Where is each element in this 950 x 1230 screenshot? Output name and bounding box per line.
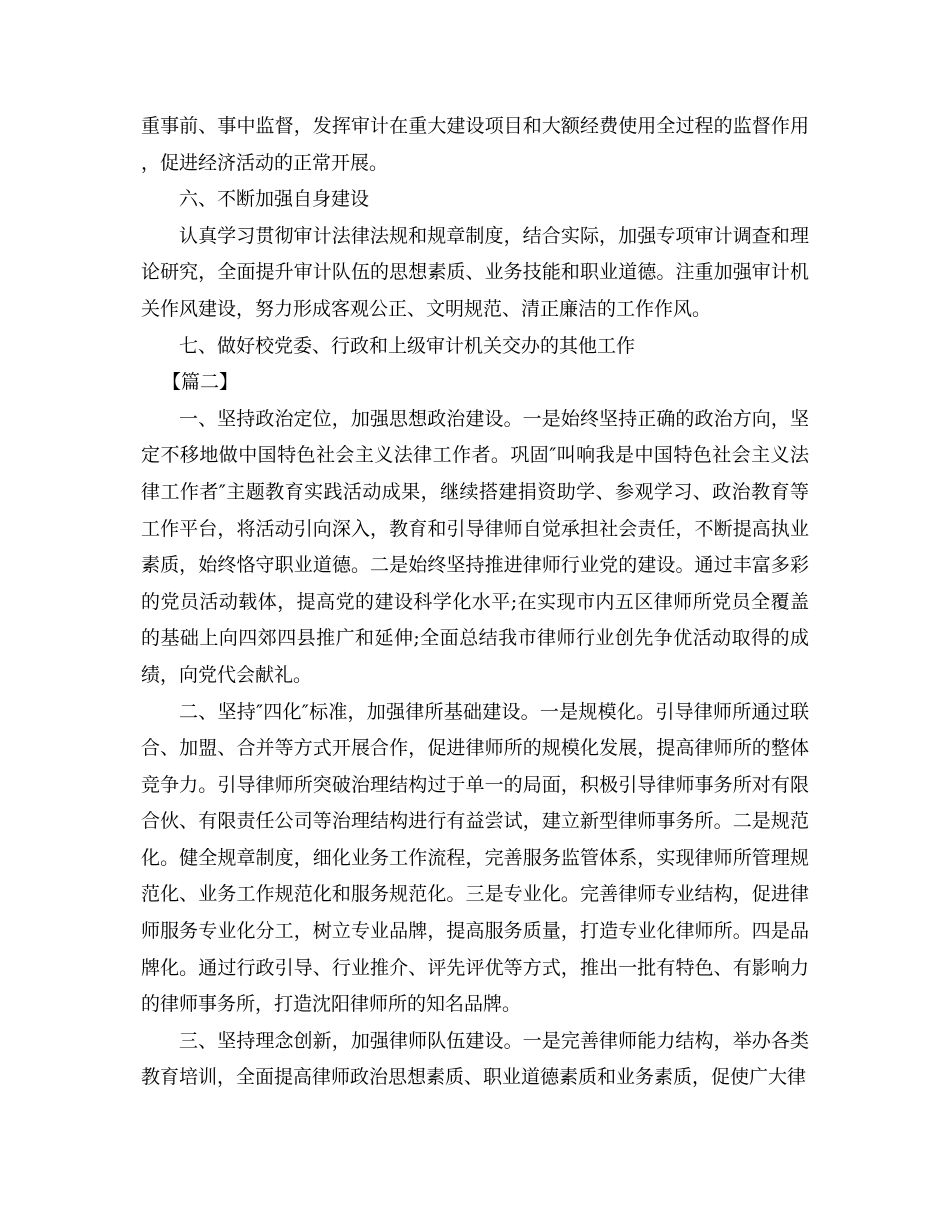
section-heading-six: 六、不断加强自身建设	[179, 188, 370, 211]
paragraph: 一、坚持政治定位，加强思想政治建设。一是始终坚持正确的政治方向，坚定不移地做中国特色社会主义法律工作者。巩固″叫响我是中国特色社会主义法律工作者″主题教育实践活动成果，继续搭建捐资助学、参观学习、政治教育等工作平台，将活动引向深入，教育和引导律师自觉承担社会责任，不断提高执业素质，始终恪守职业道德。二是始终坚持推进律师行业党的建设。通过丰富多彩的党员活动载体，提高党的建设科学化水平;在实现市内五区律师所党员全覆盖的基础上向四郊四县推广和延伸;全面总结我市律师行业创先争优活动取得的成绩，向党代会献礼。	[141, 407, 809, 686]
section-heading-seven: 七、做好校党委、行政和上级审计机关交办的其他工作	[179, 334, 636, 357]
paragraph: 二、坚持″四化″标准，加强律所基础建设。一是规模化。引导律师所通过联合、加盟、合并等方式开展合作，促进律师所的规模化发展，提高律师所的整体竞争力。引导律师所突破治理结构过于单一的局面，积极引导律师事务所对有限合伙、有限责任公司等治理结构进行有益尝试，建立新型律师事务所。二是规范化。健全规章制度，细化业务工作流程，完善服务监管体系，实现律师所管理规范化、业务工作规范化和服务规范化。三是专业化。完善律师专业结构，促进律师服务专业化分工，树立专业品牌，提高服务质量，打造专业化律师所。四是品牌化。通过行政引导、行业推介、评先评优等方式，推出一批有特色、有影响力的律师事务所，打造沈阳律师所的知名品牌。	[141, 700, 809, 1016]
paragraph-continuation: 重事前、事中监督，发挥审计在重大建设项目和大额经费使用全过程的监督作用，促进经济活动的正常开展。	[141, 115, 809, 174]
document-body	[141, 108, 809, 1096]
paragraph: 认真学习贯彻审计法律法规和规章制度，结合实际，加强专项审计调查和理论研究，全面提升审计队伍的思想素质、业务技能和职业道德。注重加强审计机关作风建设，努力形成客观公正、文明规范、清正廉洁的工作作风。	[141, 224, 809, 320]
paragraph: 三、坚持理念创新，加强律师队伍建设。一是完善律师能力结构，举办各类教育培训，全面提高律师政治思想素质、职业道德素质和业务素质，促使广大律	[141, 1029, 809, 1089]
part-heading: 【篇二】	[162, 371, 239, 394]
